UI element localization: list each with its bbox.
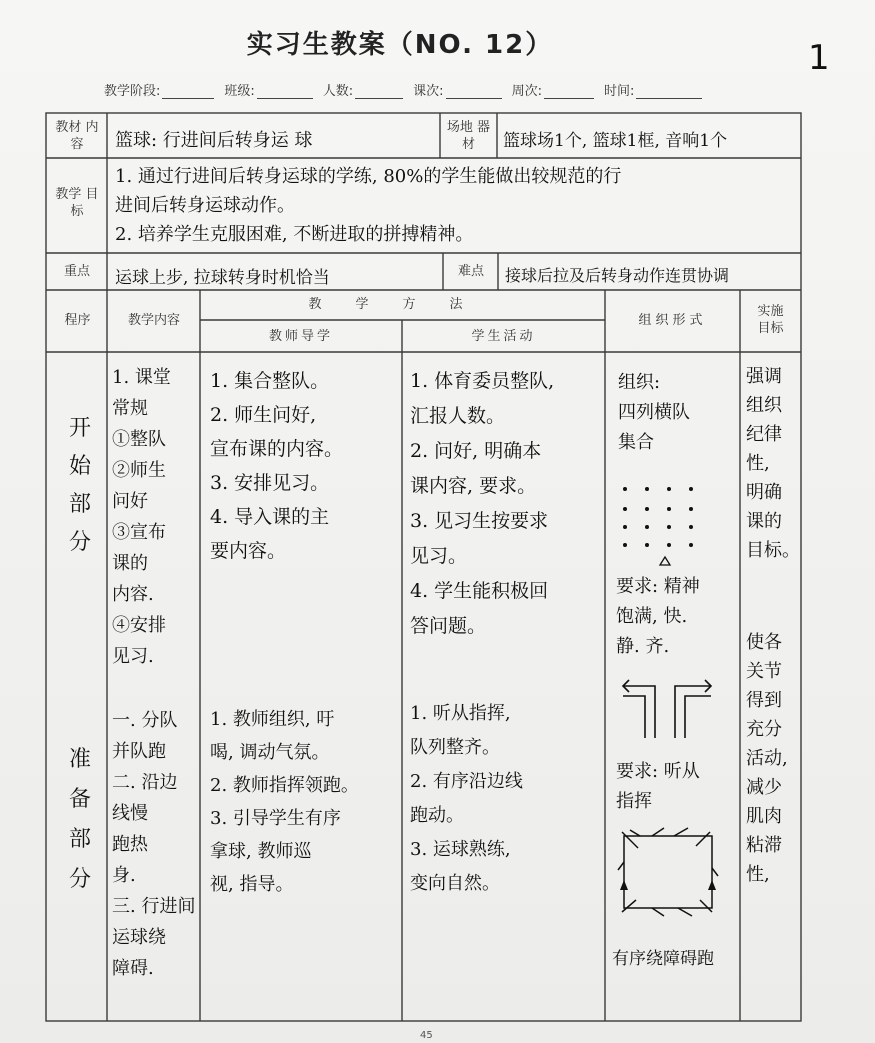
student-start: 1. 体育委员整队, 汇报人数。 2. 问好, 明确本 课内容, 要求。 3. 见习生按要求 见习。 4. 学生能积极回 答问题。	[410, 370, 555, 637]
label-venue: 场地 器材	[446, 120, 491, 152]
meta-time	[604, 80, 702, 99]
meta-count-label: 人数:	[322, 84, 354, 99]
difficulty-text: 接球后拉及后转身动作连贯协调	[505, 266, 730, 285]
meta-session-label: 课次:	[413, 84, 444, 99]
procedure-start: 开 始 部 分	[68, 416, 91, 555]
lesson-content: 篮球: 行进间后转身运 球	[115, 130, 313, 151]
keypoint-text: 运球上步, 拉球转身时机恰当	[115, 268, 330, 288]
label-keypoint: 重点	[63, 264, 90, 279]
meta-week-label: 周次:	[511, 84, 542, 99]
col-procedure: 程序	[64, 313, 91, 328]
col-teaching-content: 教学内容	[127, 313, 180, 328]
label-content: 教材 内容	[55, 120, 99, 152]
org-formation: 组织: 四列横队 集合	[618, 372, 690, 453]
meta-class	[224, 80, 312, 99]
meta-time-label: 时间:	[603, 84, 635, 99]
procedure-prep: 准 备 部 分	[68, 747, 91, 892]
org-requirement-1: 要求: 精神 饱满, 快. 静. 齐.	[616, 576, 700, 657]
col-goal: 实施 目标	[757, 304, 784, 336]
page-title: 实习生教案（NO. 12）	[246, 30, 554, 60]
label-objectives: 教学 目标	[55, 187, 99, 219]
meta-class-label: 班级:	[224, 84, 255, 99]
content-start: 1. 课堂 常规 ①整队 ②师生 问好 ③宣布 课的 内容. ④安排 见习.	[112, 367, 171, 667]
col-organization: 组织形式	[638, 313, 707, 328]
meta-week	[512, 80, 594, 99]
goal-start: 强调 组织 纪律 性, 明确 课的 目标。	[746, 366, 800, 561]
col-student-activity: 学生活动	[471, 329, 536, 344]
bottom-page-number: 45	[420, 1030, 433, 1041]
objectives-text: 1. 通过行进间后转身运球的学练, 80%的学生能做出较规范的行 进间后转身运球动作。 2. 培养学生克服困难, 不断进取的拼搏精神。	[115, 166, 622, 245]
teacher-prep: 1. 教师组织, 吁 喝, 调动气氛。 2. 教师指挥领跑。 3. 引导学生有序 拿球, 教师巡 视, 指导。	[210, 709, 359, 895]
goal-prep: 使各 关节 得到 充分 活动, 减少 肌肉 粘滞 性,	[746, 632, 788, 885]
split-turn-diagram	[615, 672, 725, 742]
meta-stage-label: 教学阶段:	[104, 84, 161, 99]
label-difficulty: 难点	[457, 264, 484, 279]
col-teacher-guide: 教师导学	[268, 329, 333, 344]
meta-fields	[104, 80, 804, 99]
edge-jog-diagram	[612, 822, 724, 922]
meta-session	[413, 80, 501, 99]
meta-stage	[104, 80, 214, 99]
content-prep: 一. 分队 并队跑 二. 沿边 线慢 跑热 身. 三. 行进间 运球绕 障碍.	[112, 710, 196, 979]
page-number-mark: 1	[808, 38, 830, 78]
teacher-start: 1. 集合整队。 2. 师生问好, 宣布课的内容。 3. 安排见习。 4. 导入课的主 要内容。	[210, 370, 344, 562]
org-obstacle-caption: 有序绕障碍跑	[612, 949, 714, 969]
four-row-formation-diagram	[615, 475, 725, 570]
col-teaching-method: 教学方法	[308, 297, 497, 312]
org-requirement-2: 要求: 听从 指挥	[616, 761, 700, 812]
venue-equipment: 篮球场1个, 篮球1框, 音响1个	[503, 131, 728, 151]
student-prep: 1. 听从指挥, 队列整齐。 2. 有序沿边线 跑动。 3. 运球熟练, 变向自然。	[410, 703, 523, 894]
meta-count	[323, 80, 403, 99]
